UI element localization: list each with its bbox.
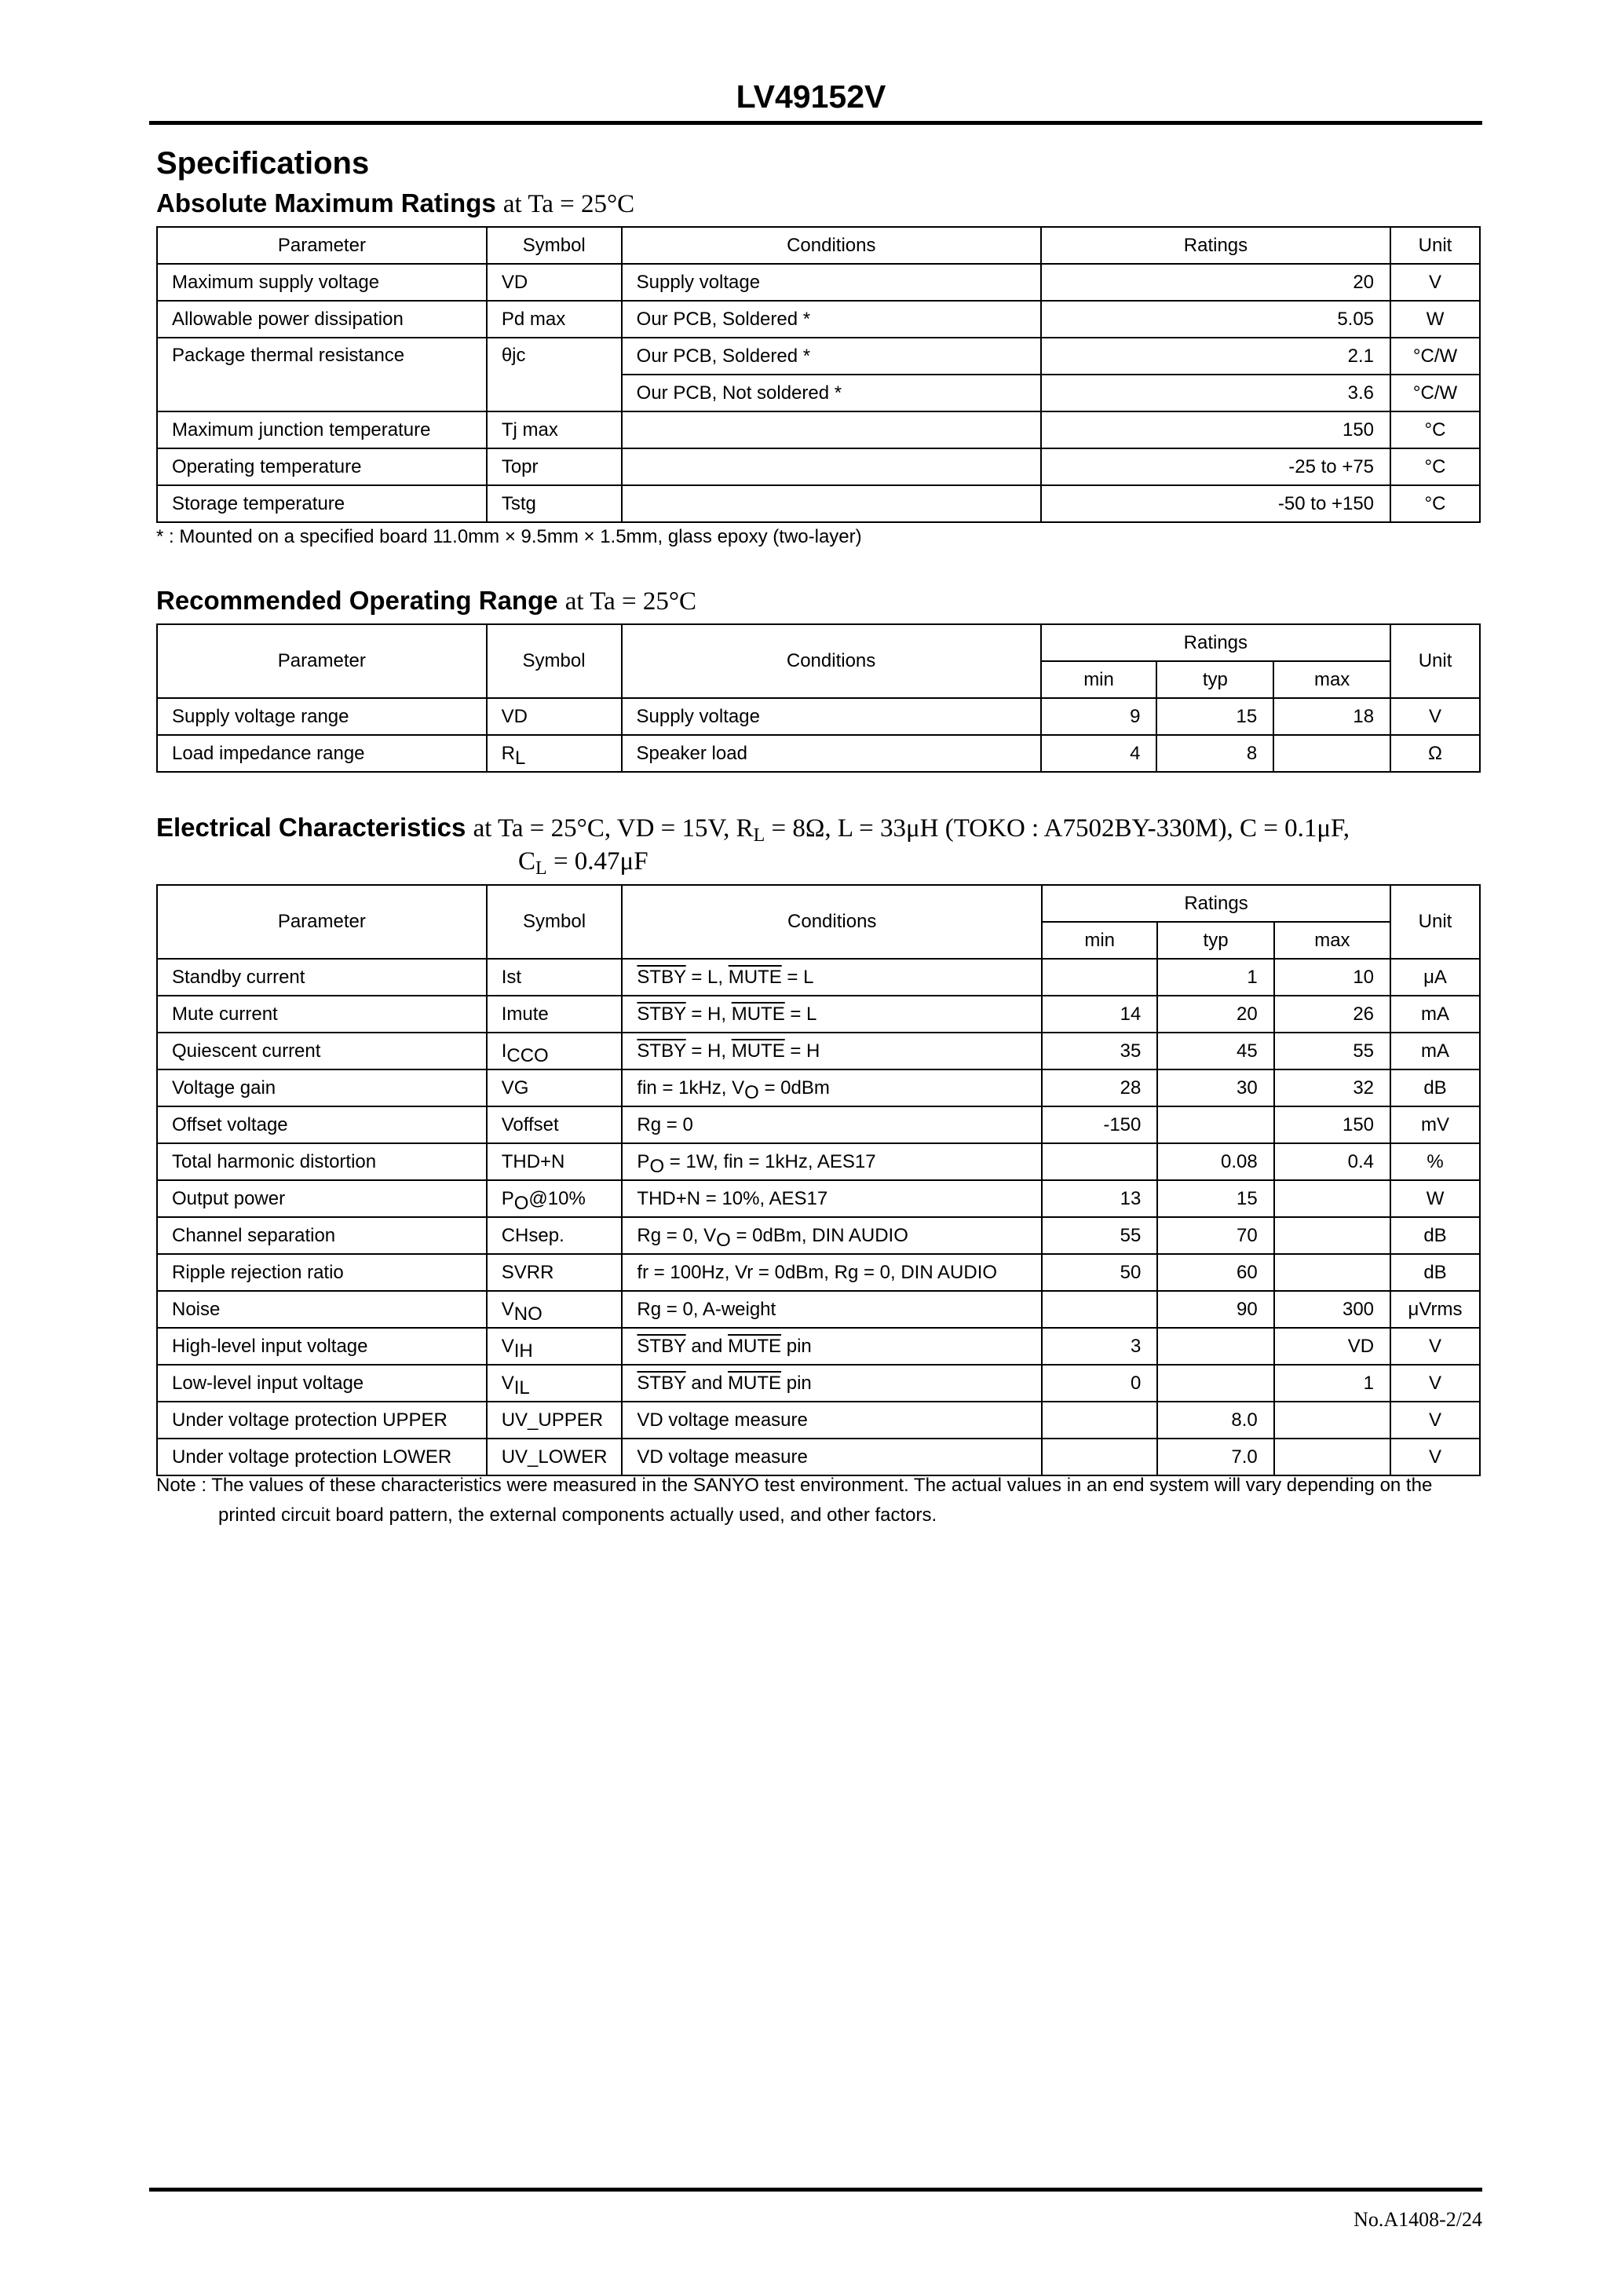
cell-unit: W xyxy=(1390,1180,1480,1217)
header-rule xyxy=(149,121,1482,125)
cell-unit: Ω xyxy=(1390,735,1480,772)
table-row xyxy=(157,1143,1480,1180)
cell-min xyxy=(1042,1291,1157,1328)
cell-conditions: Rg = 0, A-weight xyxy=(622,1291,1042,1328)
cell-parameter: Total harmonic distortion xyxy=(157,1143,487,1180)
cell-unit: % xyxy=(1390,1143,1480,1180)
table-row xyxy=(157,448,1480,485)
table-row xyxy=(157,1439,1480,1475)
table-header-row xyxy=(157,227,1480,264)
cell-unit: °C xyxy=(1390,485,1480,522)
cell-unit: mA xyxy=(1390,1033,1480,1069)
cell-symbol: $I_{CCO}$ xyxy=(487,1033,623,1069)
cell-typ xyxy=(1157,1365,1273,1402)
cell-typ: 7.0 xyxy=(1157,1439,1273,1475)
cell-symbol: Topr xyxy=(487,448,622,485)
overlined-signal: MUTE xyxy=(728,966,782,988)
cell-max: 32 xyxy=(1274,1069,1390,1106)
cell-unit: °C xyxy=(1390,411,1480,448)
cell-conditions xyxy=(622,411,1041,448)
header-parameter: Parameter xyxy=(157,624,487,698)
cell-min xyxy=(1042,1402,1157,1439)
ror-heading xyxy=(156,586,696,616)
table-row xyxy=(157,959,1480,996)
cell-conditions: Our PCB, Soldered * xyxy=(622,338,1041,375)
cell-symbol: Voffset xyxy=(487,1106,623,1143)
cell-parameter: High-level input voltage xyxy=(157,1328,487,1365)
footer-rule xyxy=(149,2188,1482,2192)
header-ratings: Ratings xyxy=(1042,885,1390,922)
header-typ: typ xyxy=(1156,661,1273,698)
cell-min: 35 xyxy=(1042,1033,1157,1069)
cell-symbol: Imute xyxy=(487,996,623,1033)
cell-typ: 15 xyxy=(1156,698,1273,735)
document-title: LV49152V xyxy=(736,79,886,115)
cell-unit: °C/W xyxy=(1390,375,1480,411)
cell-conditions: Our PCB, Soldered * xyxy=(622,301,1041,338)
header-unit: Unit xyxy=(1390,885,1480,959)
cell-min xyxy=(1042,959,1157,996)
cell-parameter: Output power xyxy=(157,1180,487,1217)
header-symbol: Symbol xyxy=(487,885,623,959)
cell-rating: 20 xyxy=(1041,264,1390,301)
table-row xyxy=(157,338,1480,375)
table-row xyxy=(157,1291,1480,1328)
cell-conditions: STBY = H, MUTE = H xyxy=(622,1033,1042,1069)
cell-min: -150 xyxy=(1042,1106,1157,1143)
cell-parameter: Supply voltage range xyxy=(157,698,487,735)
header-unit: Unit xyxy=(1390,227,1480,264)
ror-condition: at Ta = 25°C xyxy=(564,587,697,616)
cell-parameter: Voltage gain xyxy=(157,1069,487,1106)
cell-rating: -25 to +75 xyxy=(1041,448,1390,485)
cell-unit: dB xyxy=(1390,1217,1480,1254)
header-max: max xyxy=(1274,922,1390,959)
cell-parameter: Under voltage protection UPPER xyxy=(157,1402,487,1439)
cell-min: 3 xyxy=(1042,1328,1157,1365)
cell-symbol: $V_{NO}$ xyxy=(487,1291,623,1328)
cell-symbol: Tj max xyxy=(487,411,622,448)
cell-typ: 8 xyxy=(1156,735,1273,772)
cell-typ: 45 xyxy=(1157,1033,1273,1069)
table-row xyxy=(157,264,1480,301)
cell-conditions xyxy=(622,448,1041,485)
cell-conditions: VD voltage measure xyxy=(622,1402,1042,1439)
cell-symbol: θjc xyxy=(487,338,622,411)
cell-typ: 15 xyxy=(1157,1180,1273,1217)
cell-unit: mA xyxy=(1390,996,1480,1033)
cell-rating: 2.1 xyxy=(1041,338,1390,375)
cell-min: 14 xyxy=(1042,996,1157,1033)
header-parameter: Parameter xyxy=(157,885,487,959)
cell-unit: V xyxy=(1390,1402,1480,1439)
cell-parameter: Low-level input voltage xyxy=(157,1365,487,1402)
cell-max: VD xyxy=(1274,1328,1390,1365)
cell-typ: 1 xyxy=(1157,959,1273,996)
cell-typ: 90 xyxy=(1157,1291,1273,1328)
cell-unit: V xyxy=(1390,698,1480,735)
cell-conditions: Speaker load xyxy=(622,735,1041,772)
ec-heading xyxy=(156,813,1350,846)
cell-unit: V xyxy=(1390,1328,1480,1365)
cell-typ: 0.08 xyxy=(1157,1143,1273,1180)
header-conditions: Conditions xyxy=(622,624,1041,698)
cell-min: 50 xyxy=(1042,1254,1157,1291)
cell-symbol: UV_UPPER xyxy=(487,1402,623,1439)
table-row xyxy=(157,1328,1480,1365)
cell-parameter: Maximum junction temperature xyxy=(157,411,487,448)
header-symbol: Symbol xyxy=(487,227,622,264)
overlined-signal: MUTE xyxy=(728,1372,782,1394)
cell-conditions: $P_O = 1W$, fin = 1kHz, AES17 xyxy=(622,1143,1042,1180)
cell-symbol: Ist xyxy=(487,959,623,996)
header-min: min xyxy=(1041,661,1157,698)
table-row xyxy=(157,1254,1480,1291)
cell-typ: 8.0 xyxy=(1157,1402,1273,1439)
table-row xyxy=(157,996,1480,1033)
cell-parameter: Channel separation xyxy=(157,1217,487,1254)
cell-conditions: fin = 1kHz, $V_O = 0dBm$ xyxy=(622,1069,1042,1106)
cell-max xyxy=(1274,1180,1390,1217)
amr-condition: at Ta = 25°C xyxy=(502,190,635,218)
cell-typ: 30 xyxy=(1157,1069,1273,1106)
cell-min: 13 xyxy=(1042,1180,1157,1217)
cell-symbol: VD xyxy=(487,698,622,735)
overlined-signal: STBY xyxy=(637,966,686,988)
cell-max xyxy=(1274,1254,1390,1291)
cell-parameter: Maximum supply voltage xyxy=(157,264,487,301)
cell-max xyxy=(1274,1439,1390,1475)
cell-symbol: UV_LOWER xyxy=(487,1439,623,1475)
cell-max: 300 xyxy=(1274,1291,1390,1328)
overlined-signal: MUTE xyxy=(731,1040,785,1062)
cell-parameter: Offset voltage xyxy=(157,1106,487,1143)
section-heading-specifications: Specifications xyxy=(156,146,370,181)
table-row xyxy=(157,1106,1480,1143)
cell-symbol: $V_{IH}$ xyxy=(487,1328,623,1365)
cell-parameter: Noise xyxy=(157,1291,487,1328)
cell-conditions: VD voltage measure xyxy=(622,1439,1042,1475)
cell-conditions: STBY and MUTE pin xyxy=(622,1365,1042,1402)
cell-conditions: THD+N = 10%, AES17 xyxy=(622,1180,1042,1217)
table-row xyxy=(157,735,1480,772)
cell-max: 26 xyxy=(1274,996,1390,1033)
cell-unit: μA xyxy=(1390,959,1480,996)
absolute-maximum-ratings-table xyxy=(156,226,1481,523)
cell-conditions: STBY = L, MUTE = L xyxy=(622,959,1042,996)
overlined-signal: STBY xyxy=(637,1372,686,1394)
header-conditions: Conditions xyxy=(622,885,1042,959)
table-row xyxy=(157,1180,1480,1217)
cell-unit: dB xyxy=(1390,1254,1480,1291)
cell-max: 18 xyxy=(1273,698,1390,735)
overlined-signal: MUTE xyxy=(728,1335,782,1357)
cell-min: 55 xyxy=(1042,1217,1157,1254)
cell-rating: 5.05 xyxy=(1041,301,1390,338)
cell-parameter: Operating temperature xyxy=(157,448,487,485)
cell-symbol: SVRR xyxy=(487,1254,623,1291)
cell-symbol: CHsep. xyxy=(487,1217,623,1254)
cell-parameter: Load impedance range xyxy=(157,735,487,772)
ec-condition-line2: $C_L = 0.47\mu F$ xyxy=(518,847,648,879)
cell-symbol: Tstg xyxy=(487,485,622,522)
cell-min xyxy=(1042,1143,1157,1180)
cell-symbol: THD+N xyxy=(487,1143,623,1180)
header-parameter: Parameter xyxy=(157,227,487,264)
ec-note-line1: Note : The values of these characteristics were measured in the SANYO test environment. The actual values in an end system will vary depending on the xyxy=(156,1475,1433,1496)
header-ratings: Ratings xyxy=(1041,227,1390,264)
table-row xyxy=(157,301,1480,338)
cell-parameter: Quiescent current xyxy=(157,1033,487,1069)
cell-rating: 3.6 xyxy=(1041,375,1390,411)
cell-typ: 60 xyxy=(1157,1254,1273,1291)
table-row xyxy=(157,485,1480,522)
header-min: min xyxy=(1042,922,1157,959)
cell-unit: μVrms xyxy=(1390,1291,1480,1328)
cell-max xyxy=(1274,1402,1390,1439)
cell-symbol: VG xyxy=(487,1069,623,1106)
ror-title: Recommended Operating Range xyxy=(156,586,558,615)
cell-unit: °C xyxy=(1390,448,1480,485)
recommended-operating-range-table xyxy=(156,623,1481,773)
cell-parameter: Standby current xyxy=(157,959,487,996)
amr-title: Absolute Maximum Ratings xyxy=(156,188,496,218)
cell-conditions: fr = 100Hz, Vr = 0dBm, Rg = 0, DIN AUDIO xyxy=(622,1254,1042,1291)
cell-unit: V xyxy=(1390,1365,1480,1402)
table-row xyxy=(157,1402,1480,1439)
table-row xyxy=(157,698,1480,735)
cell-max: 0.4 xyxy=(1274,1143,1390,1180)
cell-conditions: STBY and MUTE pin xyxy=(622,1328,1042,1365)
table-row xyxy=(157,1365,1480,1402)
ec-note-line2: printed circuit board pattern, the external components actually used, and other factors. xyxy=(218,1504,937,1526)
overlined-signal: STBY xyxy=(637,1335,686,1357)
cell-min: 9 xyxy=(1041,698,1157,735)
cell-conditions: Supply voltage xyxy=(622,264,1041,301)
cell-max: 1 xyxy=(1274,1365,1390,1402)
cell-parameter: Ripple rejection ratio xyxy=(157,1254,487,1291)
cell-parameter: Storage temperature xyxy=(157,485,487,522)
table-header-row xyxy=(157,885,1480,922)
header-ratings: Ratings xyxy=(1041,624,1390,661)
ec-title: Electrical Characteristics xyxy=(156,813,466,842)
cell-min: 0 xyxy=(1042,1365,1157,1402)
cell-conditions: Supply voltage xyxy=(622,698,1041,735)
cell-parameter: Mute current xyxy=(157,996,487,1033)
cell-symbol: $R_L$ xyxy=(487,735,622,772)
overlined-signal: STBY xyxy=(637,1040,686,1062)
cell-conditions: STBY = H, MUTE = L xyxy=(622,996,1042,1033)
overlined-signal: MUTE xyxy=(731,1003,785,1025)
cell-max xyxy=(1273,735,1390,772)
cell-typ xyxy=(1157,1106,1273,1143)
header-typ: typ xyxy=(1157,922,1273,959)
cell-typ: 20 xyxy=(1157,996,1273,1033)
cell-max: 150 xyxy=(1274,1106,1390,1143)
header-conditions: Conditions xyxy=(622,227,1041,264)
header-symbol: Symbol xyxy=(487,624,622,698)
cell-max: 55 xyxy=(1274,1033,1390,1069)
table-row xyxy=(157,1033,1480,1069)
cell-symbol: $P_O@10\%$ xyxy=(487,1180,623,1217)
cell-rating: 150 xyxy=(1041,411,1390,448)
table-row xyxy=(157,411,1480,448)
cell-unit: W xyxy=(1390,301,1480,338)
cell-symbol: VD xyxy=(487,264,622,301)
cell-symbol: Pd max xyxy=(487,301,622,338)
cell-unit: °C/W xyxy=(1390,338,1480,375)
overlined-signal: STBY xyxy=(637,1003,686,1025)
ec-condition-line1: at Ta = 25°C, VD = 15V, $R_L = 8\Omega$, L = 33μH (TOKO : A7502BY-330M), C = 0.1μF, xyxy=(473,814,1350,846)
cell-symbol: $V_{IL}$ xyxy=(487,1365,623,1402)
table-row xyxy=(157,1069,1480,1106)
page-reference: No.A1408-2/24 xyxy=(1353,2208,1482,2231)
cell-parameter: Package thermal resistance xyxy=(157,338,487,411)
amr-footnote: * : Mounted on a specified board 11.0mm × 9.5mm × 1.5mm, glass epoxy (two-layer) xyxy=(156,526,862,547)
cell-unit: mV xyxy=(1390,1106,1480,1143)
cell-min xyxy=(1042,1439,1157,1475)
cell-conditions: Rg = 0 xyxy=(622,1106,1042,1143)
header-unit: Unit xyxy=(1390,624,1480,698)
electrical-characteristics-table xyxy=(156,884,1481,1476)
cell-conditions: Our PCB, Not soldered * xyxy=(622,375,1041,411)
cell-min: 4 xyxy=(1041,735,1157,772)
cell-typ: 70 xyxy=(1157,1217,1273,1254)
cell-rating: -50 to +150 xyxy=(1041,485,1390,522)
header-max: max xyxy=(1273,661,1390,698)
cell-unit: V xyxy=(1390,1439,1480,1475)
table-row xyxy=(157,1217,1480,1254)
amr-heading xyxy=(156,188,634,219)
table-header-row xyxy=(157,624,1480,661)
cell-conditions xyxy=(622,485,1041,522)
cell-unit: dB xyxy=(1390,1069,1480,1106)
cell-conditions: Rg = 0, $V_O = 0dBm$, DIN AUDIO xyxy=(622,1217,1042,1254)
cell-unit: V xyxy=(1390,264,1480,301)
cell-min: 28 xyxy=(1042,1069,1157,1106)
cell-typ xyxy=(1157,1328,1273,1365)
cell-max: 10 xyxy=(1274,959,1390,996)
cell-parameter: Allowable power dissipation xyxy=(157,301,487,338)
cell-max xyxy=(1274,1217,1390,1254)
cell-parameter: Under voltage protection LOWER xyxy=(157,1439,487,1475)
